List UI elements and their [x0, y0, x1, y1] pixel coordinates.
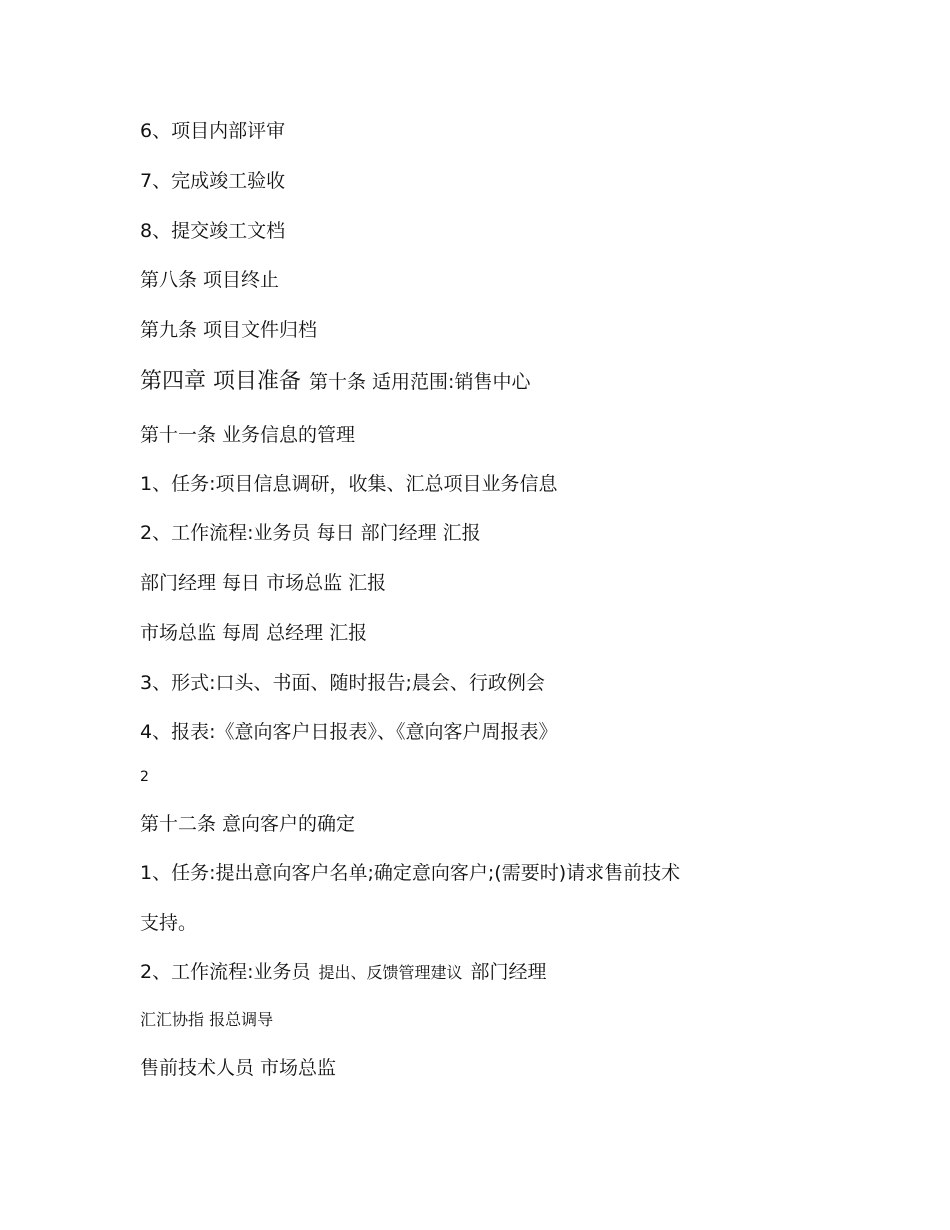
chapter-4-line: [140, 370, 530, 394]
article-11-workflow: 2、工作流程:业务员 每日 部门经理 汇报: [140, 522, 481, 544]
article-12-workflow-start: 2、工作流程:业务员: [140, 961, 311, 983]
article-10-heading: 第十条 适用范围:销售中心: [309, 371, 531, 393]
article-11-workflow-line-2: 部门经理 每日 市场总监 汇报: [140, 572, 387, 594]
article-12-workflow-middle: 提出、反馈管理建议: [318, 963, 463, 982]
page-number: 2: [140, 769, 149, 785]
list-item-6: 6、项目内部评审: [140, 120, 286, 142]
article-11-report: 4、报表:《意向客户日报表》、《意向客户周报表》: [140, 721, 558, 743]
list-item-7: 7、完成竣工验收: [140, 170, 286, 192]
article-8-heading: 第八条 项目终止: [140, 269, 280, 291]
article-11-task: 1、任务:项目信息调研，收集、汇总项目业务信息: [140, 473, 558, 495]
article-12-task-continued: 支持。: [140, 912, 198, 934]
article-12-workflow: [140, 960, 547, 985]
article-11-workflow-line-3: 市场总监 每周 总经理 汇报: [140, 622, 368, 644]
article-11-form: 3、形式:口头、书面、随时报告;晨会、行政例会: [140, 672, 545, 694]
article-12-workflow-annotation: 汇汇协指 报总调导: [140, 1010, 274, 1029]
article-9-heading: 第九条 项目文件归档: [140, 319, 318, 341]
article-11-heading: 第十一条 业务信息的管理: [140, 424, 356, 446]
article-12-heading: 第十二条 意向客户的确定: [140, 813, 356, 835]
article-12-workflow-roles: 售前技术人员 市场总监: [140, 1057, 337, 1079]
article-12-workflow-end: 部门经理: [470, 961, 547, 983]
chapter-4-heading: 第四章 项目准备: [140, 369, 301, 394]
article-12-task: 1、任务:提出意向客户名单;确定意向客户;(需要时)请求售前技术: [140, 862, 681, 884]
list-item-8: 8、提交竣工文档: [140, 220, 286, 242]
